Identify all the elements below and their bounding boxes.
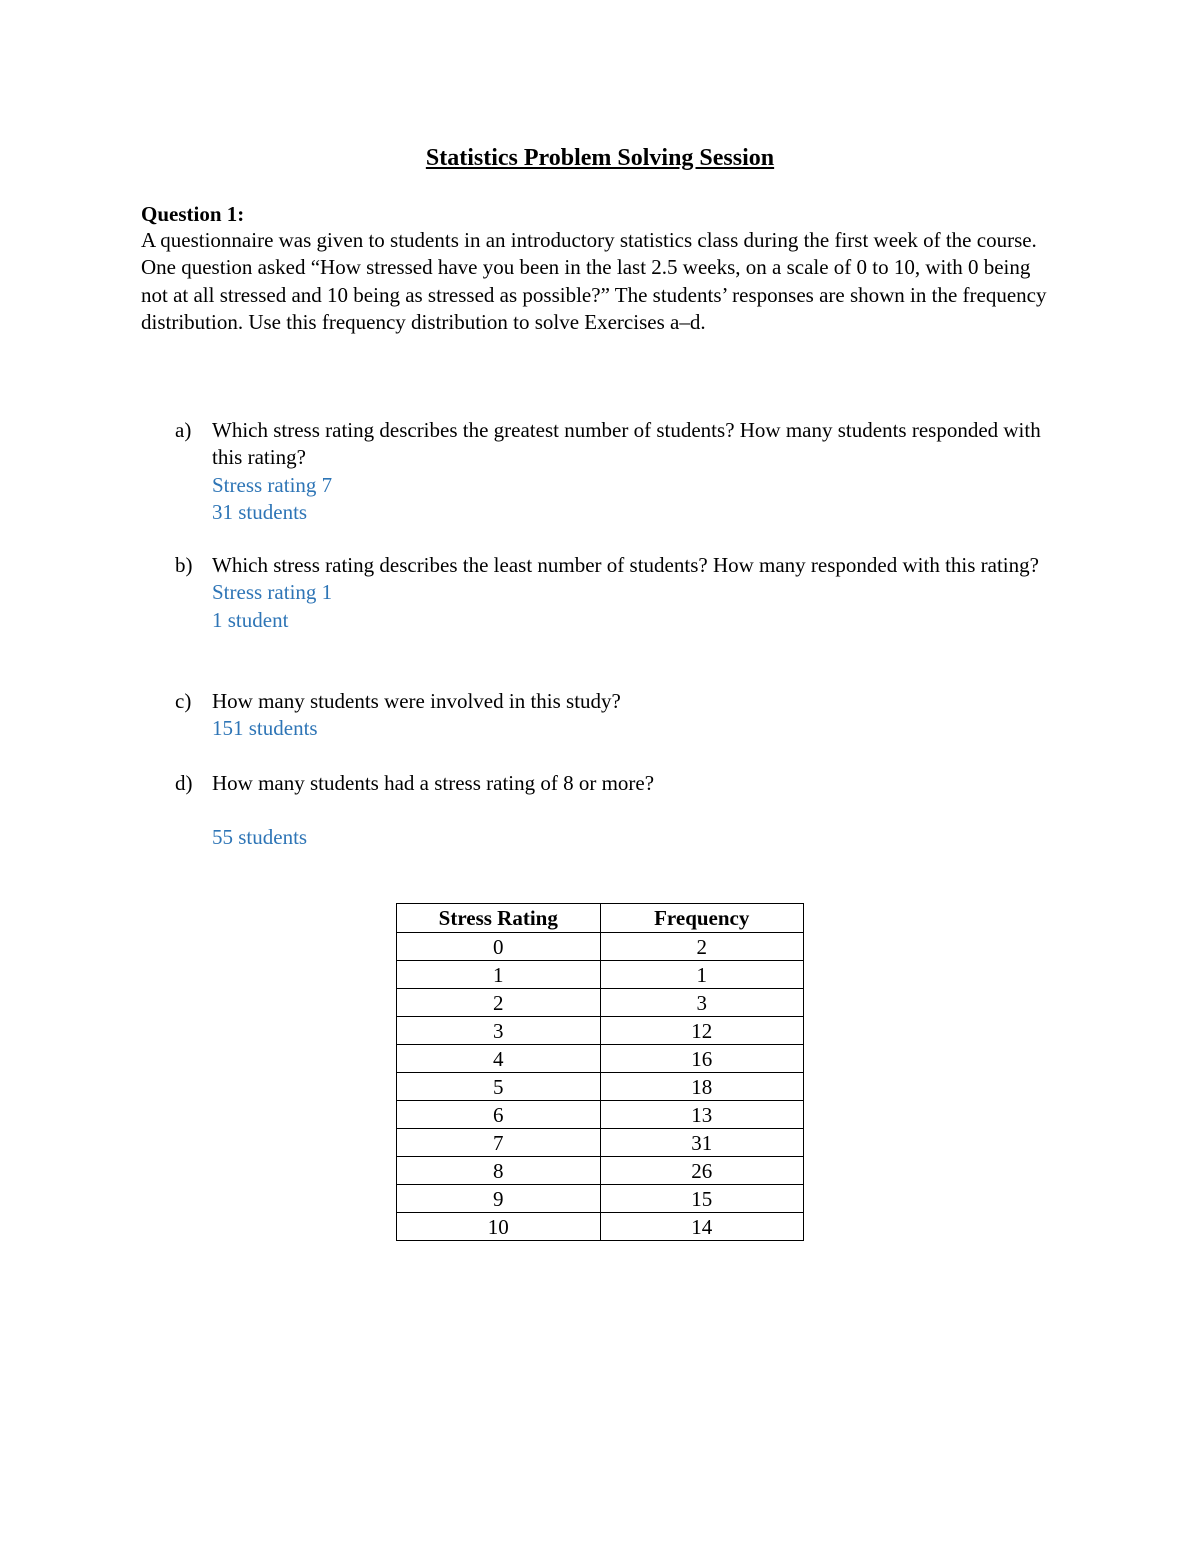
- table-row: [397, 1213, 804, 1241]
- table-cell: 12: [600, 1017, 804, 1045]
- column-header: Stress Rating: [397, 904, 601, 933]
- table-cell: 5: [397, 1073, 601, 1101]
- table-row: [397, 961, 804, 989]
- table-row: [397, 1101, 804, 1129]
- table-cell: 1: [600, 961, 804, 989]
- exercise-question: Which stress rating describes the least number of students? How many responded with this rating?: [212, 553, 1039, 577]
- table-header-row: [397, 904, 804, 933]
- table-cell: 3: [397, 1017, 601, 1045]
- exercise-answer: 1 student: [212, 607, 289, 632]
- table-row: [397, 1045, 804, 1073]
- exercise-answer: Stress rating 1: [212, 580, 333, 605]
- exercise-question: Which stress rating describes the greatest number of students? How many students responded with this rating?: [212, 418, 1041, 470]
- table-cell: 9: [397, 1185, 601, 1213]
- table-row: [397, 1157, 804, 1185]
- table-row: [397, 933, 804, 961]
- exercise-letter: b): [175, 553, 193, 577]
- exercise-answer: Stress rating 7: [212, 472, 333, 497]
- table-cell: 0: [397, 933, 601, 961]
- table-cell: 6: [397, 1101, 601, 1129]
- table-row: [397, 1073, 804, 1101]
- table-cell: 31: [600, 1129, 804, 1157]
- exercise-letter: c): [175, 689, 192, 713]
- table-cell: 26: [600, 1157, 804, 1185]
- column-header: Frequency: [600, 904, 804, 933]
- table-cell: 2: [397, 989, 601, 1017]
- table-cell: 13: [600, 1101, 804, 1129]
- question-heading: Question 1:: [141, 202, 245, 226]
- table-row: [397, 989, 804, 1017]
- exercise-answer: 55 students: [212, 825, 308, 850]
- table-cell: 8: [397, 1157, 601, 1185]
- table-cell: 2: [600, 933, 804, 961]
- table-row: [397, 1185, 804, 1213]
- table-cell: 10: [397, 1213, 601, 1241]
- exercise-question: How many students were involved in this study?: [212, 689, 621, 713]
- exercise-letter: a): [175, 418, 192, 442]
- table-cell: 3: [600, 989, 804, 1017]
- table-cell: 18: [600, 1073, 804, 1101]
- table-cell: 15: [600, 1185, 804, 1213]
- question-intro: A questionnaire was given to students in an introductory statistics class during the first week of the course. One question asked “How stressed have you been in the last 2.5 weeks, on a scale of 0 to 10, with 0 being not at all stressed and 10 being as stressed as possible?” The students’ responses are shown in the frequency distribution. Use this frequency distribution to solve Exercises a–d.: [141, 228, 1047, 334]
- table-row: [397, 1129, 804, 1157]
- exercise-question: How many students had a stress rating of 8 or more?: [212, 771, 655, 795]
- table-cell: 14: [600, 1213, 804, 1241]
- table-cell: 4: [397, 1045, 601, 1073]
- table-cell: 1: [397, 961, 601, 989]
- frequency-table: [396, 903, 804, 1241]
- table-cell: 7: [397, 1129, 601, 1157]
- table-cell: 16: [600, 1045, 804, 1073]
- exercise-letter: d): [175, 771, 193, 795]
- page-title: Statistics Problem Solving Session: [425, 145, 775, 171]
- table-row: [397, 1017, 804, 1045]
- exercise-answer: 31 students: [212, 499, 308, 524]
- exercise-answer: 151 students: [212, 716, 318, 741]
